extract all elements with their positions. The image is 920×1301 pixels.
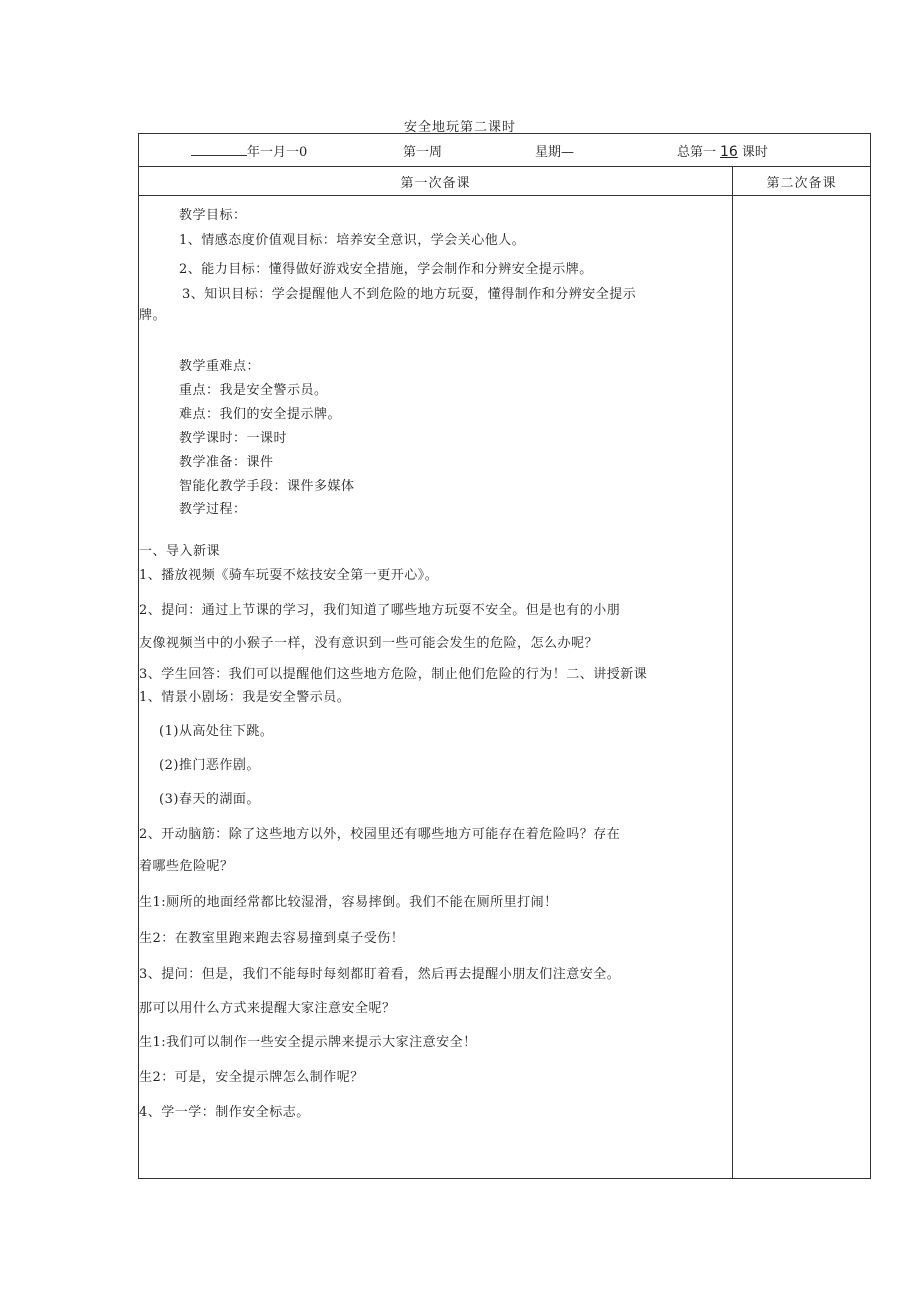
line-intro-heading: 一、导入新课 <box>139 544 221 559</box>
line-brainstorm: 2、开动脑筋：除了这些地方以外，校园里还有哪些地方可能存在着危险吗？存在 <box>139 827 621 842</box>
line-intro-1: 1、播放视频《骑车玩耍不炫技安全第一更开心》。 <box>139 568 439 583</box>
weekday-field: 星期— <box>535 145 575 160</box>
line-process-heading: 教学过程： <box>179 502 247 517</box>
line-student-2a: 生2：在教室里跑来跑去容易撞到桌子受伤！ <box>139 931 405 946</box>
total-prefix: 总第一 <box>677 145 717 160</box>
first-prep-header: 第一次备课 <box>400 176 471 191</box>
line-student-1a: 生1:厕所的地面经常都比较湿滑，容易摔倒。我们不能在厕所里打闹！ <box>139 895 558 910</box>
week-field: 第一周 <box>403 145 443 160</box>
line-brainstorm-cont: 着哪些危险呢？ <box>139 859 234 874</box>
line-preparation: 教学准备：课件 <box>179 455 274 470</box>
line-objective-1: 1、情感态度价值观目标：培养安全意识，学会关心他人。 <box>179 233 526 248</box>
line-objective-3: 3、知识目标：学会提醒他人不到危险的地方玩耍，懂得制作和分辨安全提示 <box>182 287 637 302</box>
line-intro-3: 3、学生回答：我们可以提醒他们这些地方危险，制止他们危险的行为！二、讲授新课 <box>139 667 648 682</box>
first-prep-content <box>139 196 732 1179</box>
document-title: 安全地玩第二课时 <box>403 120 516 135</box>
line-class-hours: 教学课时：一课时 <box>179 431 288 446</box>
line-question-3: 3、提问：但是，我们不能每时每刻都盯着看，然后再去提醒小朋友们注意安全。 <box>139 967 621 982</box>
line-key-points-heading: 教学重难点： <box>179 359 261 374</box>
line-learn: 4、学一学：制作安全标志。 <box>139 1105 310 1120</box>
second-prep-header: 第二次备课 <box>766 176 837 191</box>
date-suffix: 年一月一0 <box>247 145 308 160</box>
line-intro-2: 2、提问：通过上节课的学习，我们知道了哪些地方玩耍不安全。但是也有的小朋 <box>139 603 621 618</box>
total-lessons-field <box>677 141 768 160</box>
line-objective-3-cont: 牌。 <box>139 308 167 323</box>
second-prep-content <box>733 196 870 1179</box>
line-difficulty: 难点：我们的安全提示牌。 <box>179 407 342 422</box>
line-smart-means: 智能化教学手段：课件多媒体 <box>179 479 355 494</box>
line-key-point: 重点：我是安全警示员。 <box>179 383 328 398</box>
date-field <box>191 141 307 160</box>
line-objectives-heading: 教学目标： <box>179 208 247 223</box>
column-header-row <box>139 167 870 196</box>
date-blank <box>191 143 247 156</box>
total-suffix: 课时 <box>741 145 768 160</box>
line-scene-1: 1、情景小剧场：我是安全警示员。 <box>139 690 351 705</box>
lesson-plan-table <box>138 133 871 1179</box>
line-student-2b: 生2：可是，安全提示牌怎么制作呢？ <box>139 1070 364 1085</box>
line-scene-item-2: (2)推门恶作剧。 <box>159 758 260 773</box>
line-scene-item-3: (3)春天的湖面。 <box>159 792 260 807</box>
line-objective-2: 2、能力目标：懂得做好游戏安全措施，学会制作和分辨安全提示牌。 <box>179 262 593 277</box>
total-number: 16 <box>720 144 738 160</box>
line-question-3-cont: 那可以用什么方式来提醒大家注意安全呢？ <box>139 1001 396 1016</box>
date-row <box>139 134 870 167</box>
line-scene-item-1: (1)从高处往下跳。 <box>159 724 274 739</box>
line-student-1b: 生1:我们可以制作一些安全提示牌来提示大家注意安全！ <box>139 1035 477 1050</box>
line-intro-2-cont: 友像视频当中的小猴子一样，没有意识到一些可能会发生的危险，怎么办呢？ <box>139 636 599 651</box>
